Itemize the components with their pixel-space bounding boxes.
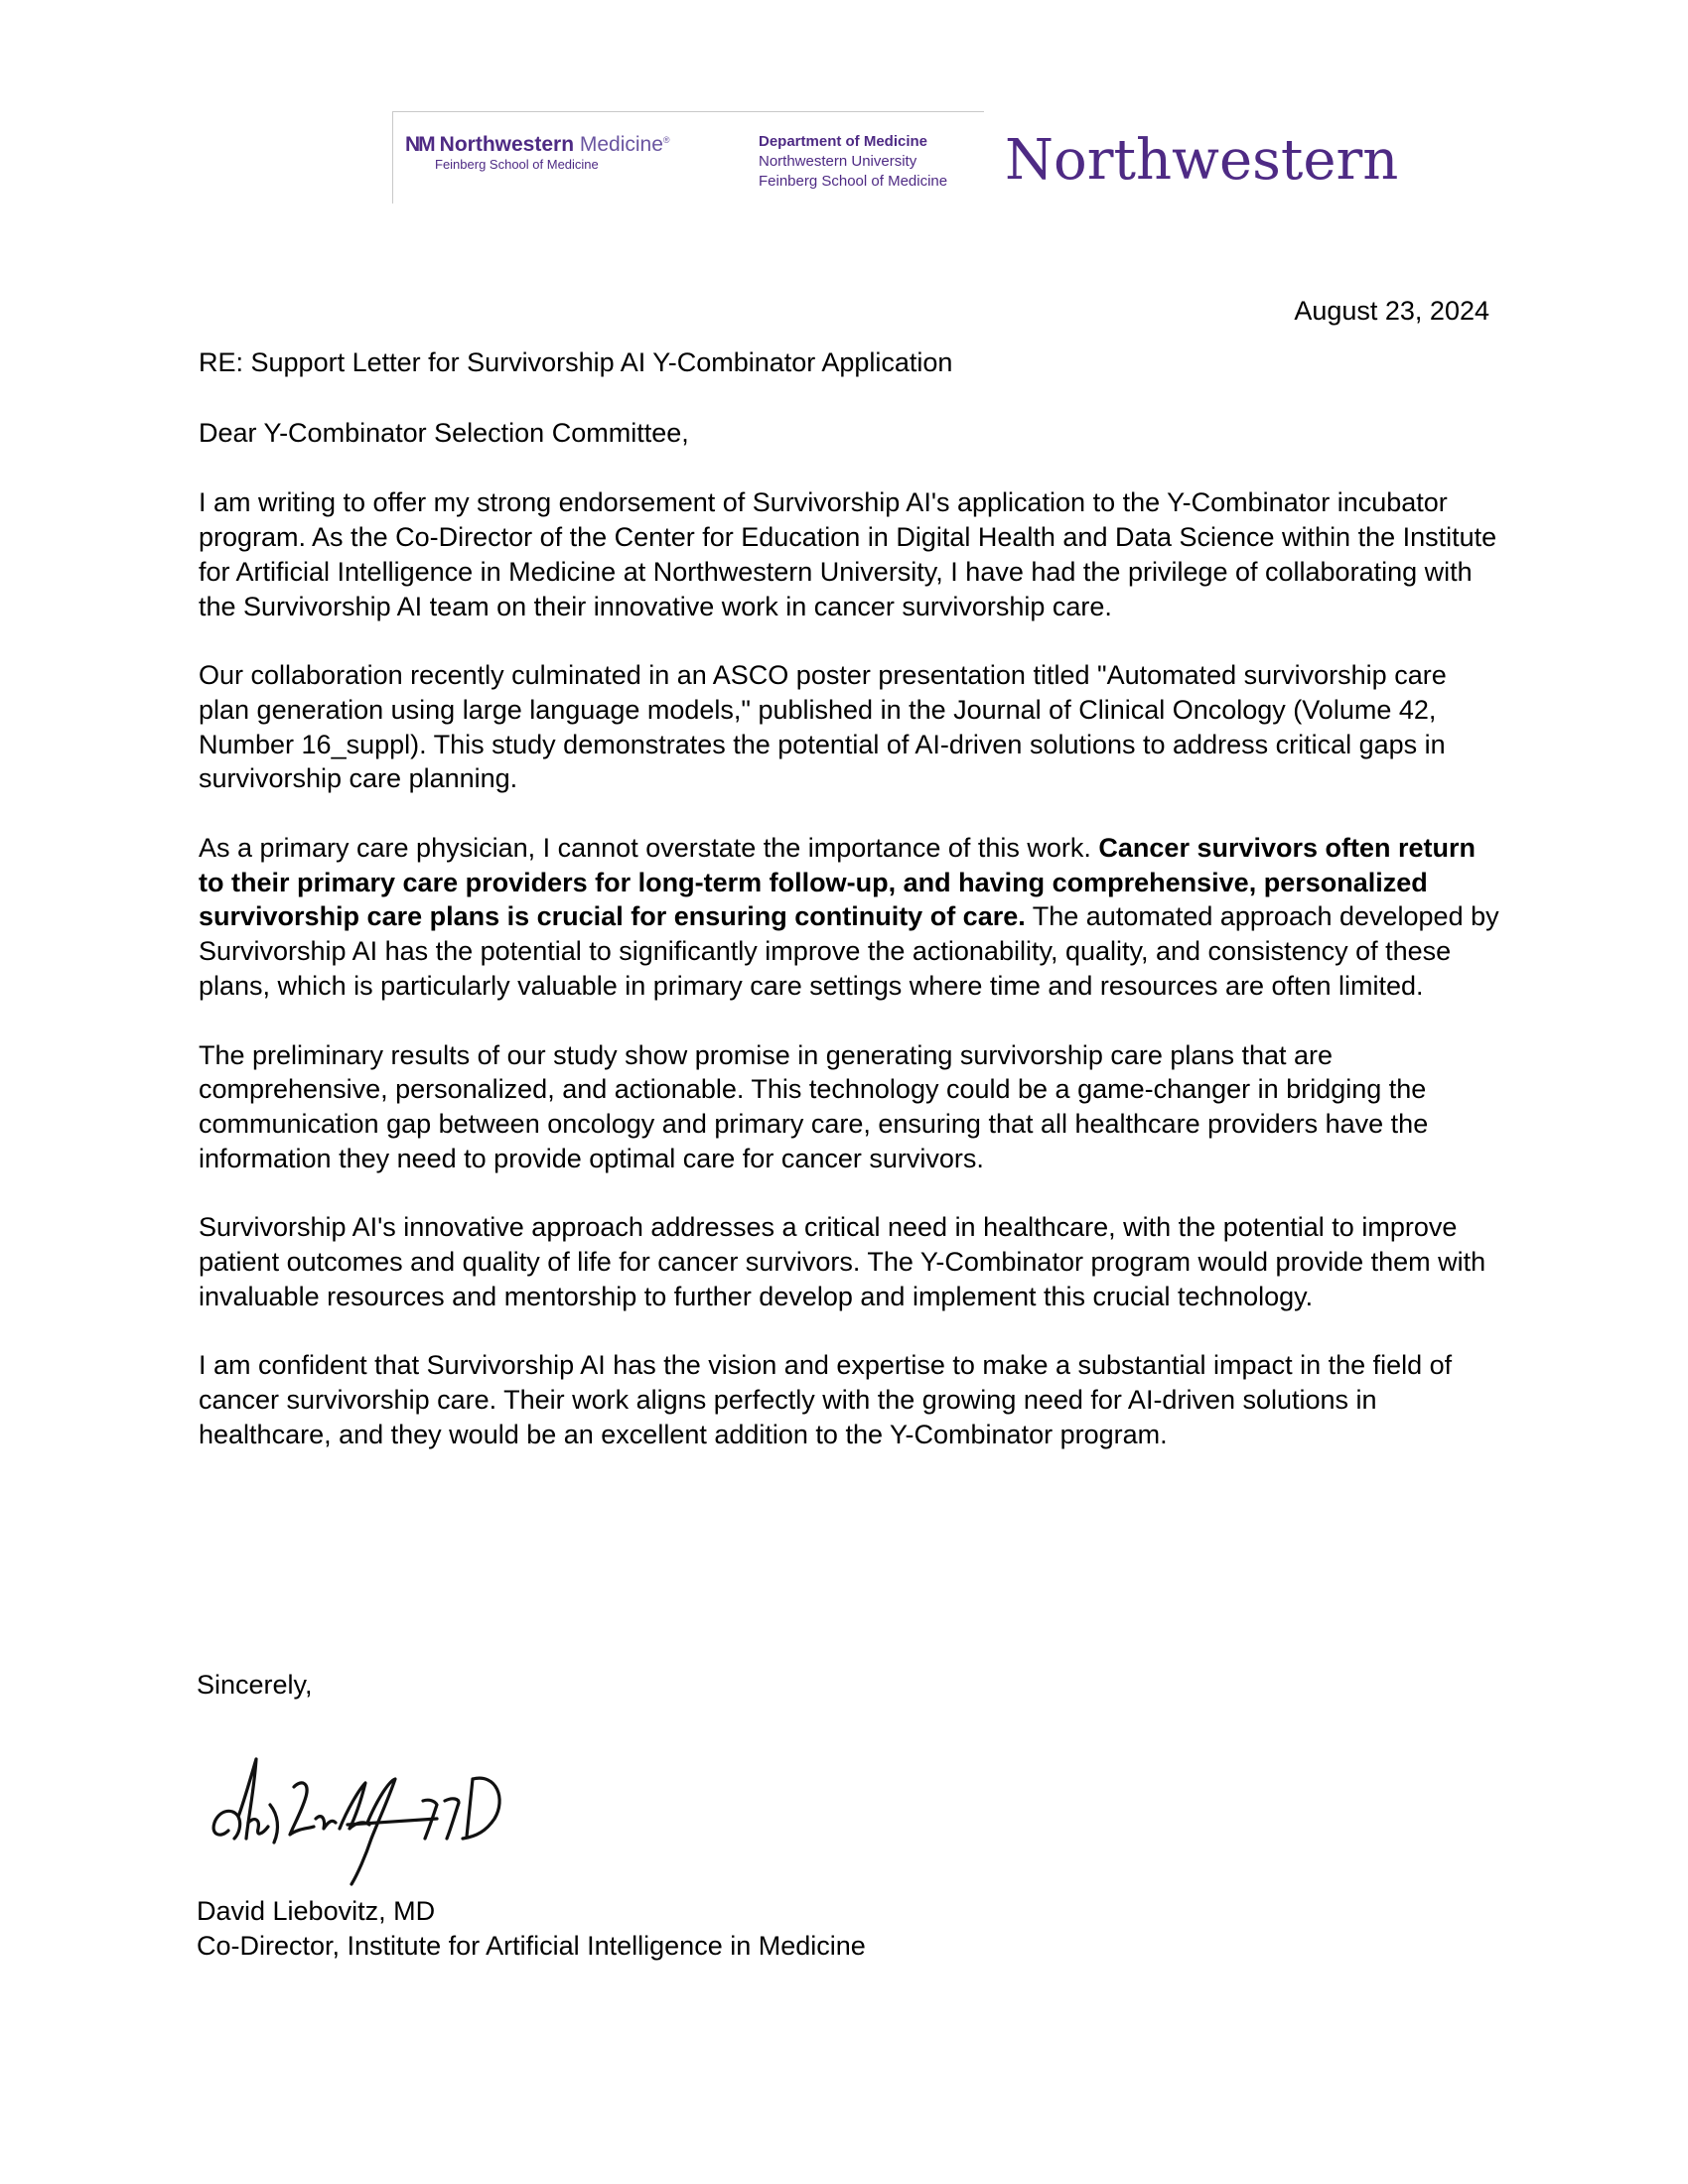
- northwestern-medicine-logo: [405, 128, 703, 173]
- department-school: Feinberg School of Medicine: [759, 173, 948, 190]
- signer-title: Co-Director, Institute for Artificial Intelligence in Medicine: [197, 1930, 866, 1961]
- paragraph-6: I am confident that Survivorship AI has the vision and expertise to make a substantial impact in the field of cancer survivorship care. Their work aligns perfectly with the growing need for AI-driven solutions in healthcare, and they would be an excellent addition to the Y-Combinator program.: [199, 1350, 1453, 1449]
- salutation: Dear Y-Combinator Selection Committee,: [199, 417, 689, 448]
- paragraph-3-rest: The automated approach developed by Survivorship AI has the potential to significantly improve the actionability, quality, and consistency of these plans, which is particularly valuable in primary care settings where time and resources are often limited.: [199, 901, 1499, 1001]
- department-block: [759, 132, 987, 192]
- department-title: Department of Medicine: [759, 133, 928, 150]
- nm-logo-name-light: Medicine: [579, 133, 663, 156]
- letterhead: [392, 111, 984, 204]
- paragraph-3-intro: As a primary care physician, I cannot overstate the importance of this work.: [199, 833, 1099, 864]
- paragraph-3-bold: Cancer survivors often return to their primary care providers for long-term follow-up, and having comprehensive, personalized survivorship care plans is crucial for ensuring continuity of care.: [199, 833, 1477, 932]
- letter-body: [199, 345, 1504, 1452]
- nm-logo-mark: NM: [405, 133, 434, 156]
- re-line: RE: Support Letter for Survivorship AI Y-Combinator Application: [199, 347, 953, 377]
- nm-logo-name-bold: Northwestern: [439, 133, 575, 156]
- nm-logo-school: Feinberg School of Medicine: [435, 157, 599, 172]
- paragraph-2: Our collaboration recently culminated in an ASCO poster presentation titled "Automated survivorship care plan generation using large language models," published in the Journal of Clinical Oncology (Volume 42, Number 16_suppl). This study demonstrates the potential of AI-driven solutions to address critical gaps in survivorship care planning.: [199, 660, 1447, 794]
- nm-logo-reg-mark: ®: [662, 135, 670, 145]
- northwestern-wordmark: Northwestern: [1005, 128, 1399, 193]
- closing: Sincerely,: [197, 1670, 313, 1700]
- paragraph-5: Survivorship AI's innovative approach addresses a critical need in healthcare, with the potential to improve patient outcomes and quality of life for cancer survivors. The Y-Combinator program would provide them with invaluable resources and mentorship to further develop and implement this crucial technology.: [199, 1212, 1486, 1311]
- department-university: Northwestern University: [759, 153, 917, 170]
- paragraph-1: I am writing to offer my strong endorsement of Survivorship AI's application to the Y-Combinator incubator program. As the Co-Director of the Center for Education in Digital Health and Data Science within the Institute for Artificial Intelligence in Medicine at Northwestern University, I have had the privilege of collaborating with the Survivorship AI team on their innovative work in cancer survivorship care.: [199, 487, 1497, 621]
- signer-name: David Liebovitz, MD: [197, 1896, 436, 1926]
- handwritten-signature: [199, 1739, 516, 1888]
- paragraph-4: The preliminary results of our study show promise in generating survivorship care plans that are comprehensive, personalized, and actionable. This technology could be a game-changer in bridging the communication gap between oncology and primary care, ensuring that all healthcare providers have the information they need to provide optimal care for cancer survivors.: [199, 1039, 1429, 1173]
- letter-date: August 23, 2024: [1294, 296, 1489, 326]
- paragraph-3: [199, 831, 1504, 1004]
- signer-block: [197, 1894, 866, 1963]
